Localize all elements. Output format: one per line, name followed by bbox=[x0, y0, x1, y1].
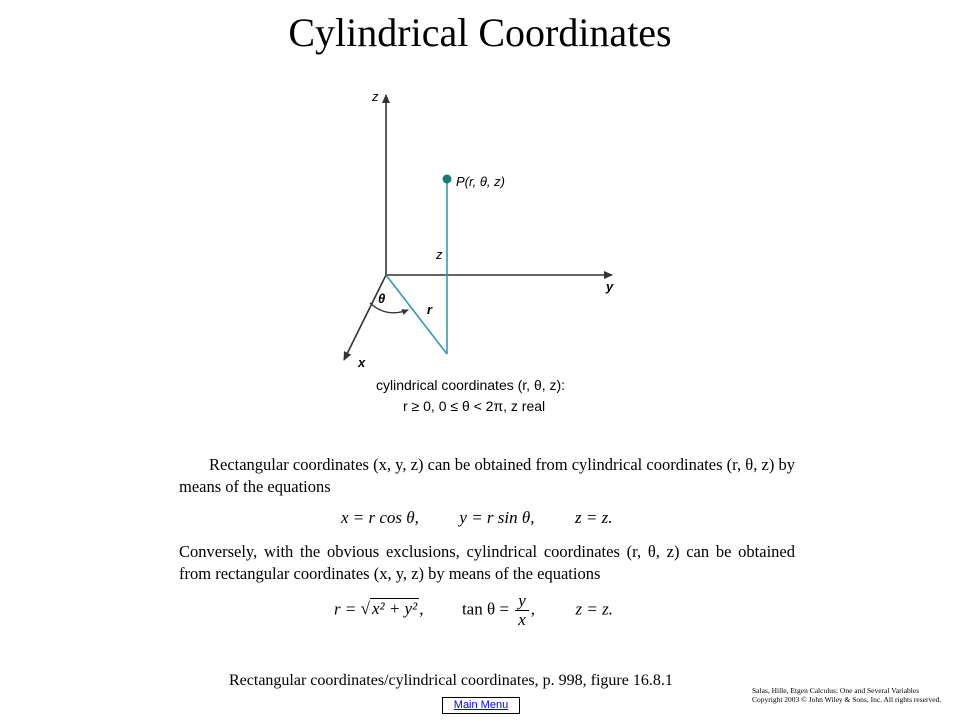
height-label: z bbox=[436, 247, 443, 262]
slide-title: Cylindrical Coordinates bbox=[288, 10, 672, 55]
eq-z: z = z. bbox=[574, 508, 613, 527]
x-axis bbox=[344, 275, 386, 360]
eq-z2: z = z. bbox=[575, 599, 613, 619]
point-p bbox=[443, 175, 452, 184]
eq-y: y = r sin θ, bbox=[459, 508, 535, 527]
eq-r-lhs: r = bbox=[334, 599, 357, 619]
eq-tan-tail: , bbox=[530, 599, 535, 619]
figure-caption-line2: r ≥ 0, 0 ≤ θ < 2π, z real bbox=[403, 398, 546, 414]
paragraph-1-text: Rectangular coordinates (x, y, z) can be obtained from cylindrical coordinates (r, θ, z) by means of the equations bbox=[179, 455, 795, 496]
theta-arc bbox=[370, 303, 408, 313]
credit-line-1: Salas, Hille, Etgen Calculus: One and Several Variables bbox=[752, 686, 920, 695]
slide-caption: Rectangular coordinates/cylindrical coordinates, p. 998, figure 16.8.1 bbox=[229, 672, 673, 689]
paragraph-cyl-from-rect bbox=[179, 541, 795, 585]
x-axis-label: x bbox=[358, 355, 366, 370]
equation-rect-from-cyl bbox=[341, 508, 612, 528]
y-axis-label: y bbox=[606, 279, 614, 294]
credit-line-2: Copyright 2003 © John Wiley & Sons, Inc. All rights reserved. bbox=[752, 695, 942, 704]
sqrt-expression: √ x² + y² bbox=[360, 599, 418, 619]
point-label: P(r, θ, z) bbox=[456, 174, 505, 189]
radius-line bbox=[386, 275, 447, 354]
eq-r-radicand: x² + y² bbox=[371, 599, 418, 619]
figure-caption-line1: cylindrical coordinates (r, θ, z): bbox=[376, 377, 566, 393]
eq-x: x = r cos θ, bbox=[341, 508, 419, 527]
paragraph-2-text: Conversely, with the obvious exclusions, cylindrical coordinates (r, θ, z) can be obtained from rectangular coordinates (x, y, z) by means of the equations bbox=[179, 542, 795, 583]
eq-tan-denominator: x bbox=[518, 610, 526, 629]
fraction-y-over-x bbox=[515, 592, 529, 629]
theta-label: θ bbox=[378, 291, 386, 306]
radius-label: r bbox=[427, 302, 433, 317]
eq-r-tail: , bbox=[419, 599, 424, 619]
eq-tan-lhs: tan θ = bbox=[461, 599, 509, 619]
copyright-credit bbox=[752, 686, 941, 704]
z-axis-label: z bbox=[372, 89, 379, 104]
equation-cyl-from-rect bbox=[334, 592, 613, 629]
main-menu-button[interactable]: Main Menu bbox=[442, 697, 520, 714]
paragraph-rect-from-cyl bbox=[179, 454, 795, 498]
eq-tan-numerator: y bbox=[515, 592, 529, 611]
